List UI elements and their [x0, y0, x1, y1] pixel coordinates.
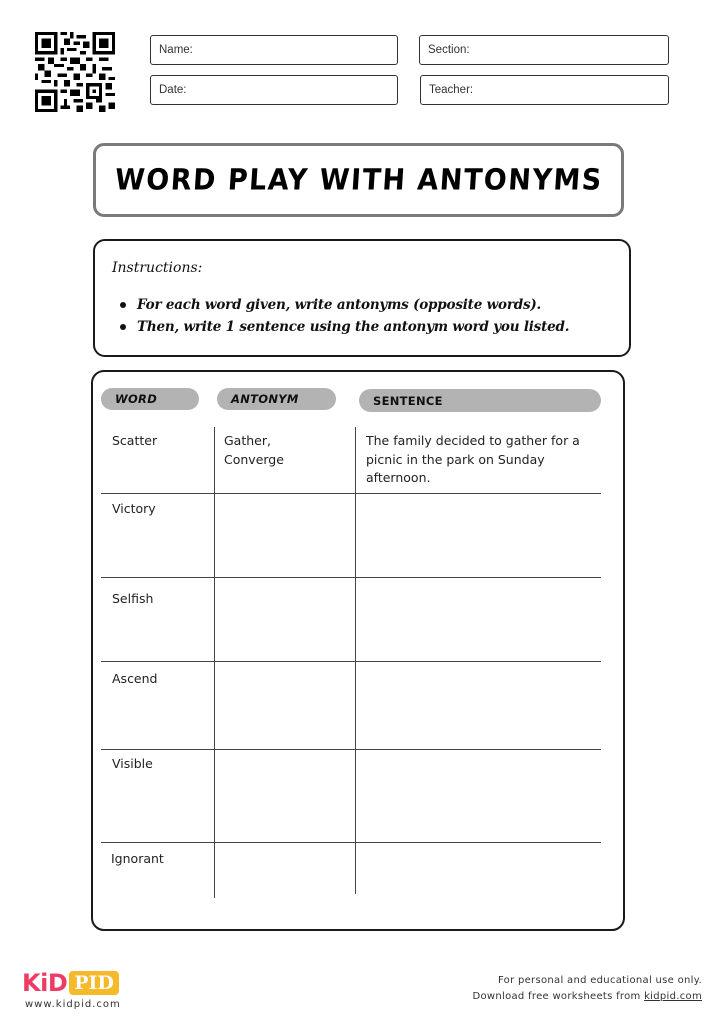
instruction-item: Then, write 1 sentence using the antonym word you listed. [117, 316, 569, 338]
instructions-list [117, 294, 569, 338]
section-field[interactable] [419, 35, 669, 65]
antonym-cell[interactable] [216, 751, 354, 841]
qr-code-icon [35, 32, 115, 112]
footer-note [472, 973, 702, 1005]
column-header-antonym: ANTONYM [217, 388, 336, 410]
antonym-cell[interactable] [216, 663, 354, 748]
download-note: Download free worksheets from kidpid.com [472, 991, 702, 1002]
teacher-label: Teacher: [429, 84, 474, 96]
date-label: Date: [159, 84, 187, 96]
kidpid-link[interactable]: kidpid.com [644, 991, 702, 1002]
page-title: WORD PLAY WITH ANTONYMS [113, 163, 604, 197]
column-header-word: WORD [101, 388, 199, 410]
word-cell: Selfish [112, 591, 154, 606]
sentence-cell[interactable] [357, 751, 600, 841]
word-cell: Scatter [112, 433, 158, 448]
bullet-icon [120, 302, 126, 308]
bullet-icon [120, 324, 126, 330]
title-banner [93, 143, 624, 217]
antonym-cell[interactable] [216, 579, 354, 660]
sentence-cell[interactable] [357, 495, 600, 576]
instruction-item: For each word given, write antonyms (opposite words). [117, 294, 569, 316]
logo-url: www.kidpid.com [25, 999, 121, 1010]
word-cell: Visible [112, 756, 153, 771]
sentence-cell[interactable] [357, 579, 600, 660]
instructions-heading: Instructions: [112, 260, 203, 276]
logo-kid-text: KiD [22, 969, 68, 997]
name-label: Name: [159, 44, 193, 56]
word-cell: Ascend [112, 671, 158, 686]
antonym-cell[interactable] [216, 495, 354, 576]
sentence-cell[interactable]: The family decided to gather for a picnic in the park on Sunday afternoon. [366, 433, 580, 485]
teacher-field[interactable] [420, 75, 669, 105]
instructions-box [93, 239, 631, 357]
name-field[interactable] [150, 35, 398, 65]
word-cell: Ignorant [111, 851, 164, 866]
antonym-cell[interactable] [216, 844, 354, 896]
column-header-sentence: SENTENCE [359, 389, 601, 412]
antonym-cell[interactable]: Gather, Converge [224, 433, 284, 467]
section-label: Section: [428, 44, 470, 56]
sentence-cell[interactable] [357, 844, 600, 894]
kidpid-logo[interactable] [22, 970, 119, 996]
logo-pid-badge: PID [69, 971, 119, 995]
usage-note: For personal and educational use only. [497, 975, 702, 986]
date-field[interactable] [150, 75, 398, 105]
word-cell: Victory [112, 501, 156, 516]
sentence-cell[interactable] [357, 663, 600, 748]
